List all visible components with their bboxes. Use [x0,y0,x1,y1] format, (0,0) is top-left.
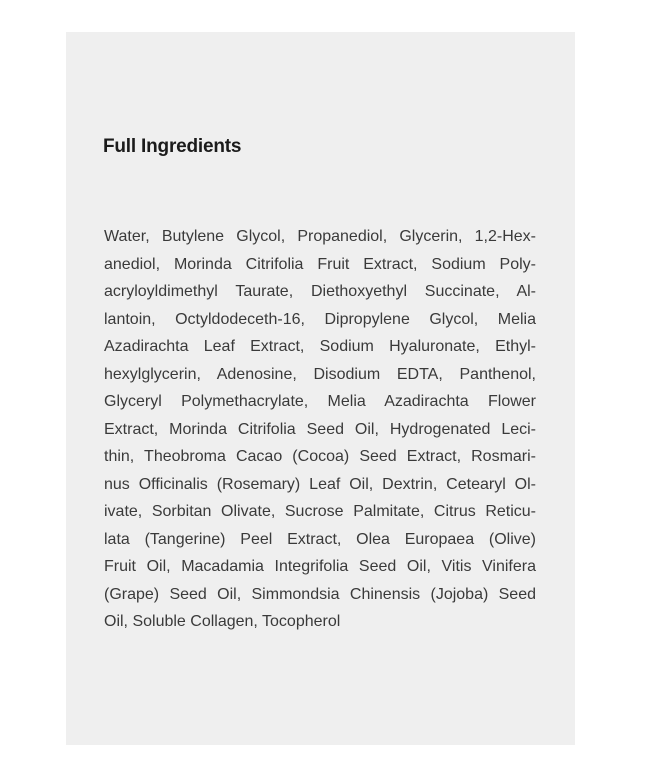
ingredients-line: ivate, Sorbitan Olivate, Sucrose Palmitate, Citrus Reticu- [104,503,536,520]
ingredients-line: Extract, Morinda Citrifolia Seed Oil, Hydrogenated Leci- [104,420,536,438]
ingredients-line: acryloyldimethyl Taurate, Diethoxyethyl Succinate, Al- [104,283,536,300]
ingredients-line: (Grape) Seed Oil, Simmondsia Chinensis (Jojoba) Seed [104,585,536,603]
ingredients-line: anediol, Morinda Citrifolia Fruit Extract, Sodium Poly- [104,255,536,273]
ingredients-line: hexylglycerin, Adenosine, Disodium EDTA, Panthenol, [104,365,536,383]
ingredients-line: thin, Theobroma Cacao (Cocoa) Seed Extract, Rosmari- [104,448,536,465]
ingredients-line: Oil, Soluble Collagen, Tocopherol [104,613,341,630]
ingredients-line: lantoin, Octyldodeceth-16, Dipropylene Glycol, Melia [104,310,536,328]
ingredients-line: Water, Butylene Glycol, Propanediol, Glycerin, 1,2-Hex- [104,228,536,245]
ingredients-line: Azadirachta Leaf Extract, Sodium Hyaluronate, Ethyl- [104,338,536,355]
ingredients-line: nus Officinalis (Rosemary) Leaf Oil, Dextrin, Cetearyl Ol- [104,475,536,493]
ingredients-list [104,223,536,636]
ingredients-line: Glyceryl Polymethacrylate, Melia Azadirachta Flower [104,393,536,410]
ingredients-line: lata (Tangerine) Peel Extract, Olea Europaea (Olive) [104,530,536,548]
ingredients-card [66,32,575,745]
ingredients-line: Fruit Oil, Macadamia Integrifolia Seed Oil, Vitis Vinifera [104,558,536,575]
ingredients-title: Full Ingredients [103,136,242,157]
